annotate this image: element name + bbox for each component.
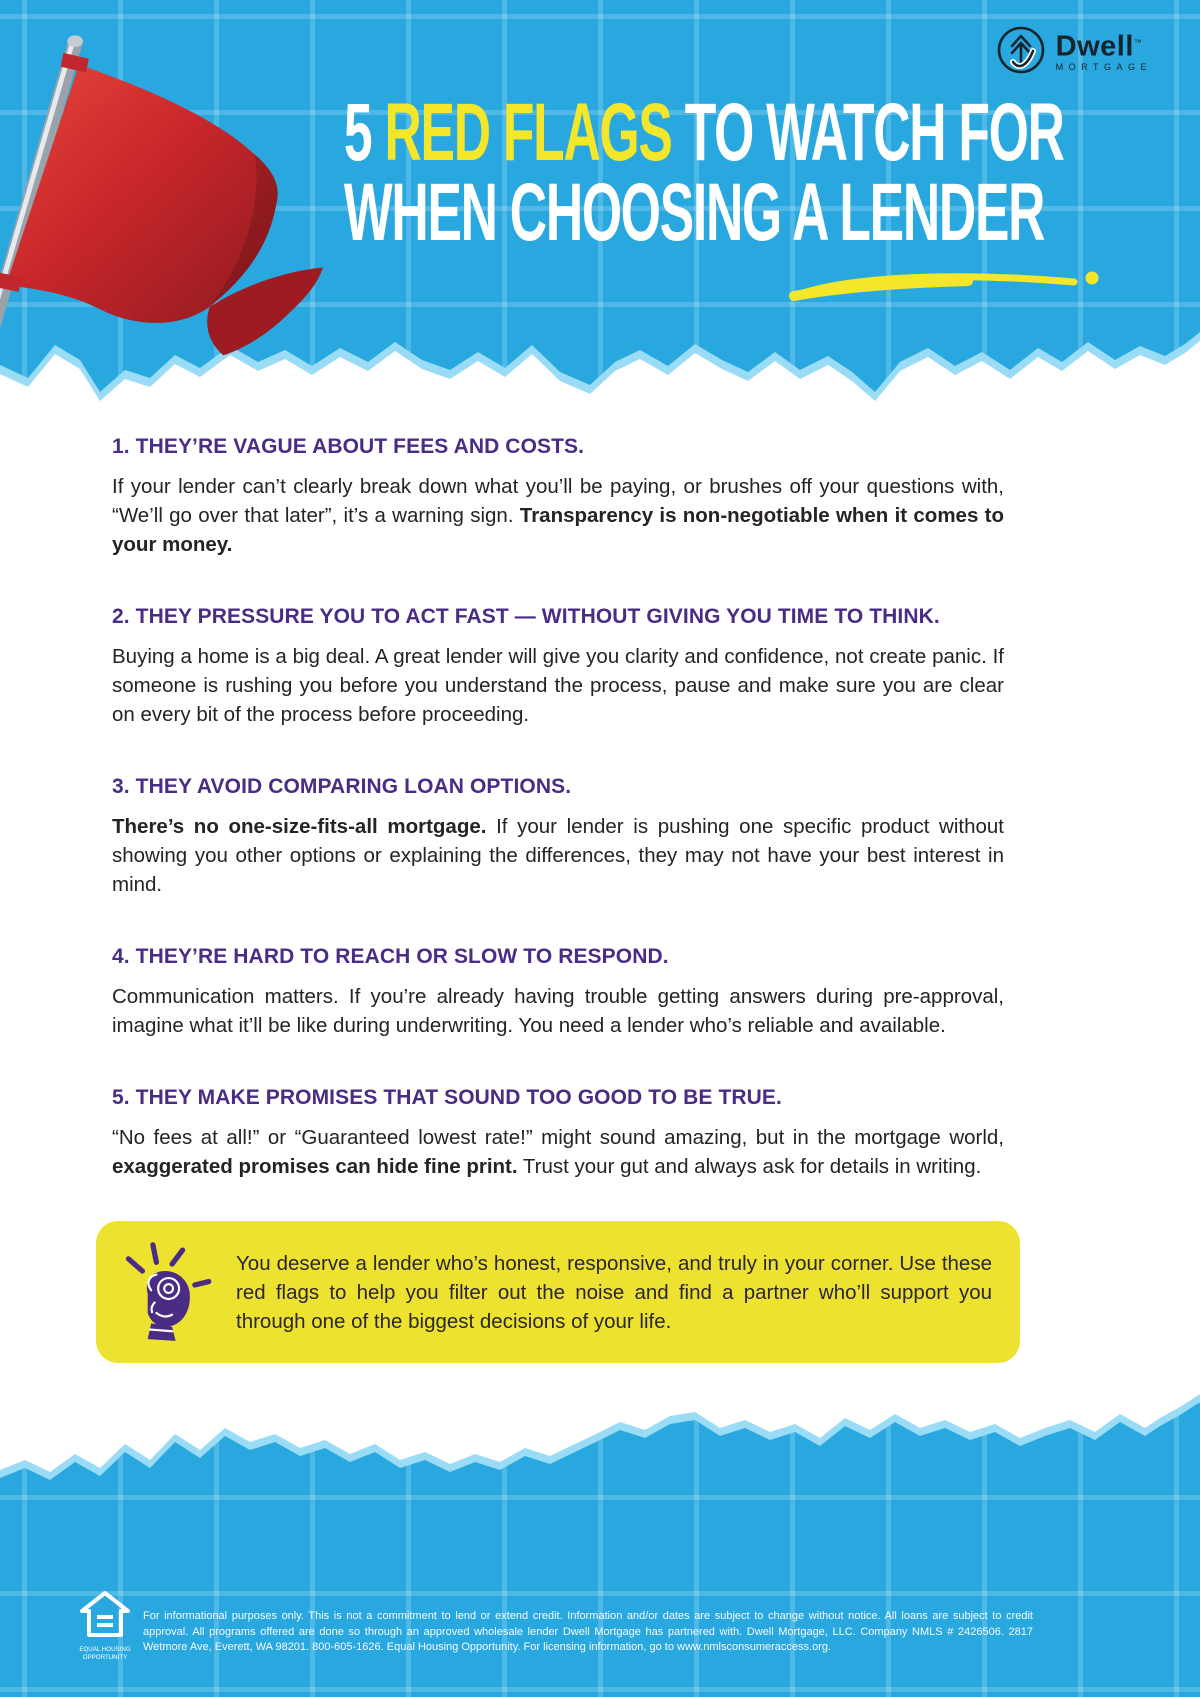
brand-subtitle: MORTGAGE [1055,62,1152,73]
sections-list [112,435,1004,1181]
red-flag-section [112,945,1004,1040]
equal-housing-label-2: OPPORTUNITY [82,1654,128,1661]
section-body [112,1123,1004,1181]
section-heading: 3. THEY AVOID COMPARING LOAN OPTIONS. [112,775,572,798]
callout-text: You deserve a lender who’s honest, responsive, and truly in your corner. Use these red flags to help you filter out the noise and find a partner who’ll support you through one of the biggest decisions of your life. [236,1251,992,1333]
content [0,408,1200,1363]
title-highlight: RED FLAGS [384,87,672,178]
body-text: If your lender is pushing one specific product without showing you other options or explaining the differences, they may not have your best interest in mind. [112,815,1004,896]
body-text-bold: There’s no one-size-fits-all mortgage. [112,815,487,838]
body-text: “No fees at all!” or “Guaranteed lowest rate!” might sound amazing, but in the mortgage world, [112,1126,1004,1149]
red-flag-section [112,1086,1004,1181]
section-heading: 1. THEY’RE VAGUE ABOUT FEES AND COSTS. [112,435,585,458]
red-flag-section [112,775,1004,899]
callout-box [96,1221,1020,1363]
body-text: Buying a home is a big deal. A great lender will give you clarity and confidence, not create panic. If someone is rushing you before you understand the process, pause and make sure you are clear on every bit of the process before proceeding. [112,645,1004,726]
section-body [112,642,1004,729]
body-text: Trust your gut and always ask for details in writing. [517,1155,982,1178]
section-body [112,472,1004,559]
body-text: Communication matters. If you’re already having trouble getting answers during pre-approval, imagine what it’ll be like during underwriting. You need a lender who’s reliable and available. [112,985,1004,1037]
title-line-2: WHEN CHOOSING A LENDER [343,167,1045,258]
red-flag-section [112,605,1004,729]
brand-name: Dwell™ [1055,30,1143,63]
trademark: ™ [1133,37,1143,47]
page-title [170,87,1110,258]
yellow-underline-swoosh [778,262,1108,314]
section-heading: 2. THEY PRESSURE YOU TO ACT FAST — WITHOUT GIVING YOU TIME TO THINK. [112,605,940,628]
footer [0,1385,1200,1697]
section-body [112,812,1004,899]
red-flag-section [112,435,1004,559]
equal-housing-label-1: EQUAL HOUSING [79,1646,131,1653]
header [0,0,1200,408]
pointing-fist-icon [118,1239,214,1345]
body-text-bold: exaggerated promises can hide fine print. [112,1155,518,1178]
tree-arrow-circle-icon [995,24,1047,76]
logo-text [1056,28,1152,73]
disclaimer-text: For informational purposes only. This is not a commitment to lend or extend credit. Information and/or dates are subject to change without notice. All loans are subject to credit approval. All programs offered are done so through an approved wholesale lender Dwell Mortgage has partnered with. Dwell Mortgage, LLC. Company NMLS # 2426506. 2817 Wetmore Ave, Everett, WA 98201. 800-605-1626. Equal Housing Opportunity. For licensing information, go to www.nmlsconsumeraccess.org. [143,1610,1033,1653]
dwell-logo [995,24,1152,76]
body-text-bold: Transparency is non-negotiable when it comes to your money. [112,504,1004,556]
body-text: If your lender can’t clearly break down what you’ll be paying, or brushes off your questions with, “We’ll go over that later”, it’s a warning sign. [112,475,1004,527]
title-line-1: 5 RED FLAGS TO WATCH FOR [343,87,1064,178]
equal-housing-icon [78,1589,132,1673]
section-heading: 5. THEY MAKE PROMISES THAT SOUND TOO GOOD TO BE TRUE. [112,1086,782,1109]
section-body [112,982,1004,1040]
section-heading: 4. THEY’RE HARD TO REACH OR SLOW TO RESPOND. [112,945,669,968]
